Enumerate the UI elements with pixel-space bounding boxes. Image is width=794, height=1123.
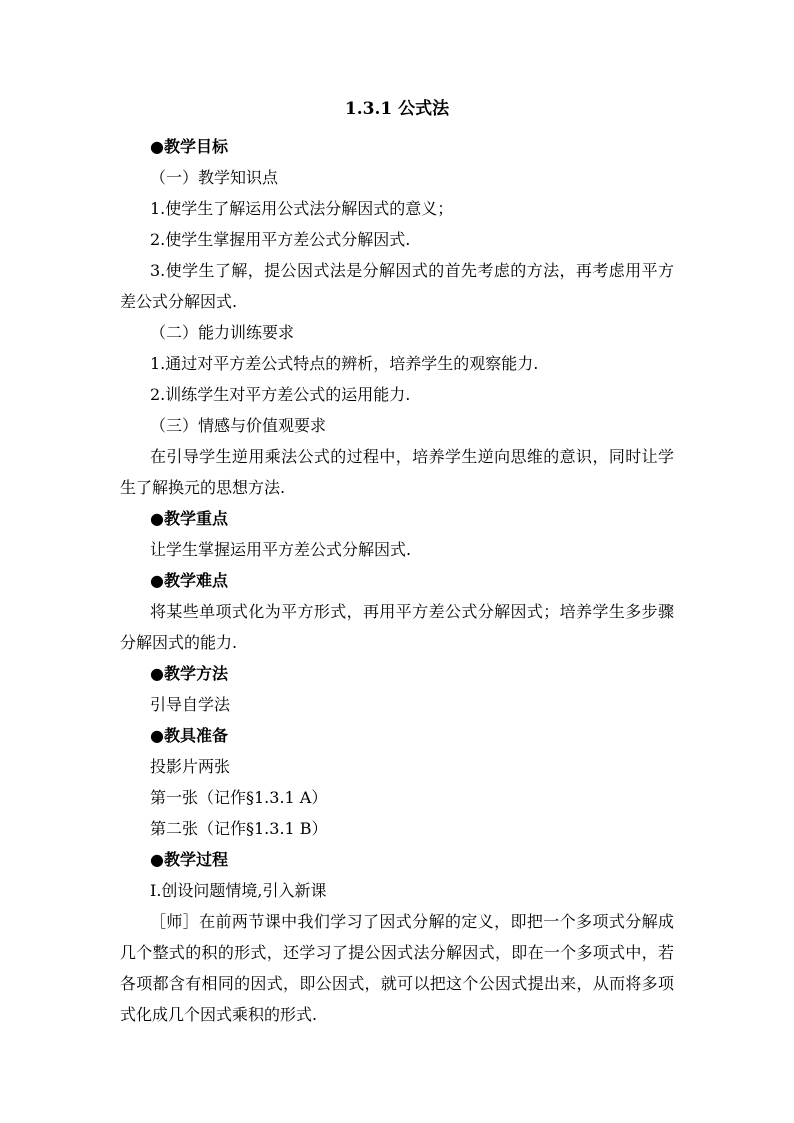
paragraph-line: 几个整式的积的形式，还学习了提公因式法分解因式，即在一个多项式中，若 (120, 943, 674, 962)
section-heading-key-points: ●教学重点 (150, 509, 228, 528)
document-title: 1.3.1 公式法 (344, 99, 450, 119)
subheading-ability: （二）能力训练要求 (150, 323, 295, 342)
paragraph-line: Ⅰ.创设问题情境,引入新课 (150, 881, 327, 900)
paragraph-line: 1.使学生了解运用公式法分解因式的意义； (150, 199, 454, 218)
section-heading-process: ●教学过程 (150, 850, 228, 869)
paragraph-line: ［师］在前两节课中我们学习了因式分解的定义，即把一个多项式分解成 (150, 912, 674, 931)
paragraph-line: 第一张（记作§1.3.1 A） (150, 788, 328, 807)
document-body (120, 131, 674, 1030)
subheading-values: （三）情感与价值观要求 (150, 416, 327, 435)
section-heading-tools: ●教具准备 (150, 726, 228, 745)
paragraph-line: 2.使学生掌握用平方差公式分解因式. (150, 230, 411, 249)
paragraph-line: 将某些单项式化为平方形式，再用平方差公式分解因式；培养学生多步骤 (150, 602, 674, 621)
paragraph-line: 1.通过对平方差公式特点的辨析，培养学生的观察能力. (150, 354, 539, 373)
paragraph-line: 分解因式的能力. (120, 633, 238, 652)
paragraph-line: 引导自学法 (150, 695, 231, 714)
paragraph-line: 第二张（记作§1.3.1 B） (150, 819, 328, 838)
paragraph-line: 3.使学生了解，提公因式法是分解因式的首先考虑的方法，再考虑用平方 (150, 261, 674, 280)
section-heading-difficulties: ●教学难点 (150, 571, 228, 590)
section-heading-objectives: ●教学目标 (150, 137, 228, 156)
paragraph-line: 式化成几个因式乘积的形式. (120, 1005, 318, 1024)
paragraph-line: 2.训练学生对平方差公式的运用能力. (150, 385, 411, 404)
section-heading-method: ●教学方法 (150, 664, 228, 683)
subheading-knowledge: （一）教学知识点 (150, 168, 279, 187)
paragraph-line: 生了解换元的思想方法. (120, 478, 286, 497)
paragraph-line: 差公式分解因式. (120, 292, 238, 311)
paragraph-line: 在引导学生逆用乘法公式的过程中，培养学生逆向思维的意识，同时让学 (150, 447, 674, 466)
paragraph-line: 投影片两张 (150, 757, 231, 776)
paragraph-line: 让学生掌握运用平方差公式分解因式. (150, 540, 412, 559)
paragraph-line: 各项都含有相同的因式，即公因式，就可以把这个公因式提出来，从而将多项 (120, 974, 674, 993)
